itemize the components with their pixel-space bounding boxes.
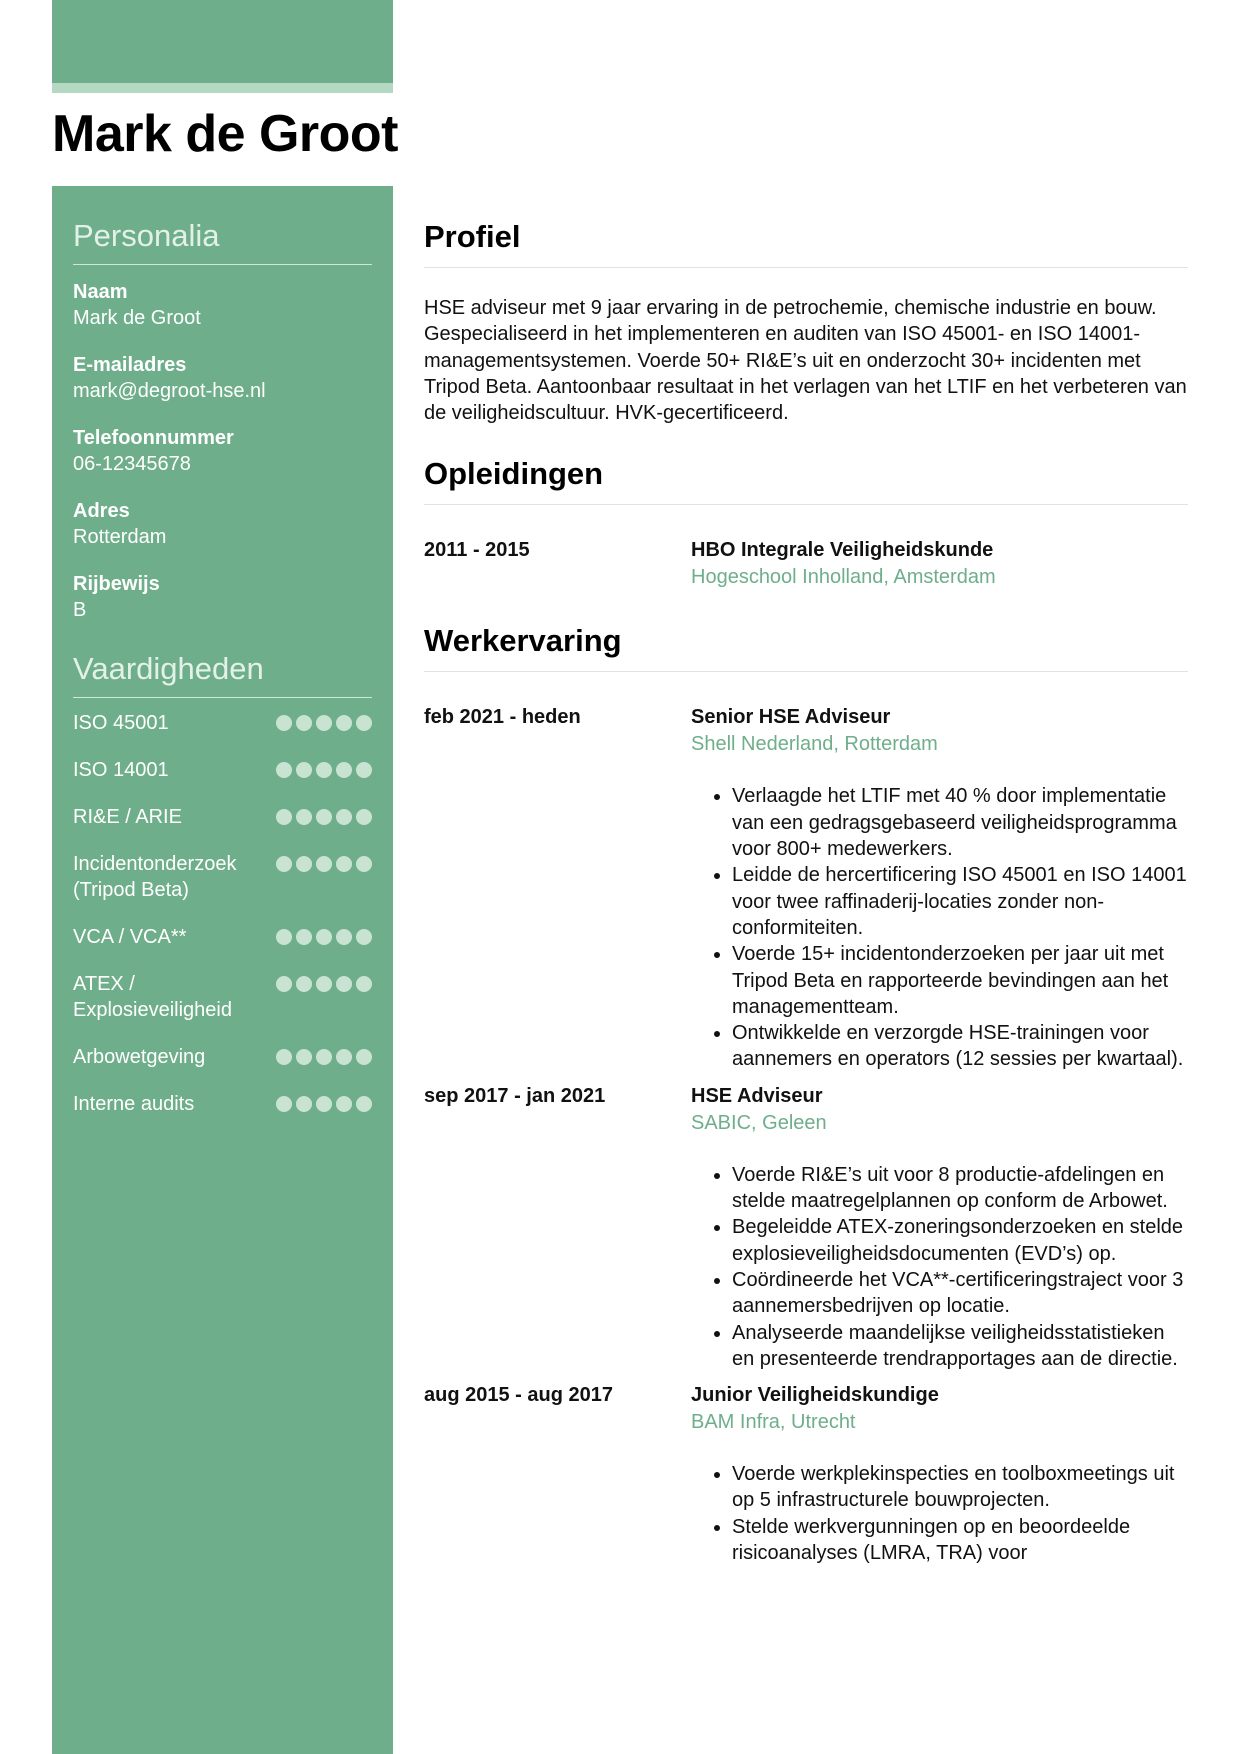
achievement-item: • Verlaagde het LTIF met 40 % door implementatie van een gedragsgebaseerd veiligheidsprogramma voor 800+ medewerkers. bbox=[732, 783, 1188, 862]
skill-item bbox=[73, 710, 372, 736]
personal-value: Mark de Groot bbox=[73, 307, 201, 329]
rating-dot-icon bbox=[296, 1096, 312, 1112]
rating-dot-icon bbox=[316, 762, 332, 778]
work-body bbox=[691, 1382, 1188, 1566]
rating-dot-icon bbox=[336, 715, 352, 731]
job-title: HSE Adviseur bbox=[691, 1084, 823, 1107]
rating-dot-icon bbox=[316, 1049, 332, 1065]
achievement-item: • Coördineerde het VCA**-certificeringstraject voor 3 aannemersbedrijven op locatie. bbox=[732, 1267, 1188, 1320]
rating-dot-icon bbox=[296, 809, 312, 825]
personal-value: 06-12345678 bbox=[73, 453, 191, 475]
rating-dot-icon bbox=[276, 1096, 292, 1112]
rating-dot-icon bbox=[296, 1049, 312, 1065]
profile-heading: Profiel bbox=[424, 219, 1188, 268]
achievement-item: • Voerde RI&E’s uit voor 8 productie-afdelingen en stelde maatregelplannen op conform de Arbowet. bbox=[732, 1162, 1188, 1215]
rating-dot-icon bbox=[356, 809, 372, 825]
job-title: Junior Veiligheidskundige bbox=[691, 1384, 939, 1407]
achievement-item: • Ontwikkelde en verzorgde HSE-trainingen voor aannemers en operators (12 sessies per kwartaal). bbox=[732, 1020, 1188, 1073]
rating-dot-icon bbox=[276, 1049, 292, 1065]
rating-dot-icon bbox=[316, 715, 332, 731]
skill-item bbox=[73, 804, 372, 830]
personal-item-email bbox=[73, 352, 372, 404]
skill-rating bbox=[276, 976, 372, 992]
rating-dot-icon bbox=[336, 762, 352, 778]
skill-rating bbox=[276, 809, 372, 825]
personal-value: mark@degroot-hse.nl bbox=[73, 380, 266, 402]
work-body bbox=[691, 704, 1188, 1072]
personal-label: Telefoonnummer bbox=[73, 427, 234, 449]
achievement-item: • Stelde werkvergunningen op en beoordeelde risicoanalyses (LMRA, TRA) voor bbox=[732, 1514, 1188, 1567]
rating-dot-icon bbox=[356, 976, 372, 992]
work-entry bbox=[424, 1083, 1188, 1372]
education-period: 2011 - 2015 bbox=[424, 539, 530, 562]
skill-name: Interne audits bbox=[73, 1093, 195, 1115]
rating-dot-icon bbox=[356, 1049, 372, 1065]
rating-dot-icon bbox=[276, 715, 292, 731]
rating-dot-icon bbox=[276, 929, 292, 945]
personal-item-license bbox=[73, 571, 372, 623]
personal-label: Rijbewijs bbox=[73, 573, 160, 595]
education-heading: Opleidingen bbox=[424, 456, 1188, 505]
personal-heading: Personalia bbox=[73, 218, 372, 265]
skill-item bbox=[73, 1091, 372, 1117]
skill-item bbox=[73, 924, 372, 950]
rating-dot-icon bbox=[336, 809, 352, 825]
skill-name: VCA / VCA** bbox=[73, 926, 187, 948]
skill-name: ISO 14001 bbox=[73, 759, 169, 781]
rating-dot-icon bbox=[316, 976, 332, 992]
rating-dot-icon bbox=[316, 809, 332, 825]
work-heading: Werkervaring bbox=[424, 623, 1188, 672]
achievement-item: • Voerde werkplekinspecties en toolboxmeetings uit op 5 infrastructurele bouwprojecten. bbox=[732, 1461, 1188, 1514]
skill-rating bbox=[276, 762, 372, 778]
rating-dot-icon bbox=[356, 715, 372, 731]
rating-dot-icon bbox=[336, 1049, 352, 1065]
skill-item bbox=[73, 851, 372, 903]
job-title: Senior HSE Adviseur bbox=[691, 706, 891, 729]
achievements-list bbox=[691, 1162, 1188, 1372]
education-title: HBO Integrale Veiligheidskunde bbox=[691, 539, 994, 562]
rating-dot-icon bbox=[356, 1096, 372, 1112]
skill-rating bbox=[276, 1096, 372, 1112]
skills-heading: Vaardigheden bbox=[73, 651, 372, 698]
candidate-name: Mark de Groot bbox=[52, 105, 398, 163]
rating-dot-icon bbox=[356, 762, 372, 778]
personal-value: Rotterdam bbox=[73, 526, 167, 548]
personal-item-name bbox=[73, 279, 372, 331]
skill-rating bbox=[276, 715, 372, 731]
skill-name: Incidentonderzoek (Tripod Beta) bbox=[73, 853, 237, 901]
personal-label: Naam bbox=[73, 281, 128, 303]
main-content bbox=[424, 186, 1188, 1576]
personal-item-phone bbox=[73, 425, 372, 477]
work-body bbox=[691, 1083, 1188, 1372]
personal-value: B bbox=[73, 599, 87, 621]
skills-list bbox=[73, 710, 372, 1117]
personal-label: Adres bbox=[73, 500, 130, 522]
work-entry bbox=[424, 704, 1188, 1072]
skill-name: Arbowetgeving bbox=[73, 1046, 206, 1068]
rating-dot-icon bbox=[336, 929, 352, 945]
rating-dot-icon bbox=[296, 715, 312, 731]
employer: SABIC, Geleen bbox=[691, 1111, 827, 1134]
rating-dot-icon bbox=[336, 1096, 352, 1112]
achievements-list bbox=[691, 783, 1188, 1072]
work-entries bbox=[424, 704, 1188, 1566]
rating-dot-icon bbox=[336, 976, 352, 992]
rating-dot-icon bbox=[276, 809, 292, 825]
rating-dot-icon bbox=[356, 856, 372, 872]
achievement-item: • Voerde 15+ incidentonderzoeken per jaar uit met Tripod Beta en rapporteerde bevindingen aan het managementteam. bbox=[732, 941, 1188, 1020]
sidebar bbox=[52, 186, 393, 1754]
skill-name: ISO 45001 bbox=[73, 712, 169, 734]
header-accent-stripe bbox=[52, 83, 393, 93]
rating-dot-icon bbox=[276, 762, 292, 778]
personal-label: E-mailadres bbox=[73, 354, 187, 376]
achievements-list bbox=[691, 1461, 1188, 1566]
rating-dot-icon bbox=[316, 929, 332, 945]
work-period: aug 2015 - aug 2017 bbox=[424, 1384, 613, 1407]
achievement-item: • Begeleidde ATEX-zoneringsonderzoeken en stelde explosieveiligheidsdocumenten (EVD’s) op. bbox=[732, 1214, 1188, 1267]
rating-dot-icon bbox=[276, 976, 292, 992]
skill-rating bbox=[276, 856, 372, 872]
rating-dot-icon bbox=[296, 856, 312, 872]
work-entry bbox=[424, 1382, 1188, 1566]
achievement-item: • Analyseerde maandelijkse veiligheidsstatistieken en presenteerde trendrapportages aan de directie. bbox=[732, 1320, 1188, 1373]
skill-item bbox=[73, 757, 372, 783]
personal-list bbox=[73, 279, 372, 623]
education-institution: Hogeschool Inholland, Amsterdam bbox=[691, 566, 996, 589]
rating-dot-icon bbox=[316, 1096, 332, 1112]
profile-text: HSE adviseur met 9 jaar ervaring in de petrochemie, chemische industrie en bouw. Gespecialiseerd in het implementeren en auditen van ISO 45001- en ISO 14001-managementsystemen. Voerde 50+ RI&E’s uit en onderzocht 30+ incidenten met Tripod Beta. Aantoonbaar resultaat in het verlagen van het LTIF en het verbeteren van de veiligheidscultuur. HVK-gecertificeerd. bbox=[424, 297, 1187, 425]
rating-dot-icon bbox=[296, 976, 312, 992]
employer: Shell Nederland, Rotterdam bbox=[691, 733, 938, 756]
skill-rating bbox=[276, 1049, 372, 1065]
header-accent-block bbox=[52, 0, 393, 83]
work-period: sep 2017 - jan 2021 bbox=[424, 1084, 606, 1107]
rating-dot-icon bbox=[356, 929, 372, 945]
work-period: feb 2021 - heden bbox=[424, 706, 581, 729]
rating-dot-icon bbox=[316, 856, 332, 872]
education-body bbox=[691, 537, 1188, 591]
rating-dot-icon bbox=[296, 929, 312, 945]
employer: BAM Infra, Utrecht bbox=[691, 1411, 856, 1434]
education-entry bbox=[424, 537, 1188, 591]
rating-dot-icon bbox=[296, 762, 312, 778]
rating-dot-icon bbox=[276, 856, 292, 872]
achievement-item: • Leidde de hercertificering ISO 45001 en ISO 14001 voor twee raffinaderij-locaties zonder non-conformiteiten. bbox=[732, 862, 1188, 941]
skill-item bbox=[73, 971, 372, 1023]
skill-item bbox=[73, 1044, 372, 1070]
rating-dot-icon bbox=[336, 856, 352, 872]
personal-item-address bbox=[73, 498, 372, 550]
skill-rating bbox=[276, 929, 372, 945]
skill-name: RI&E / ARIE bbox=[73, 806, 182, 828]
skill-name: ATEX / Explosieveiligheid bbox=[73, 973, 232, 1021]
